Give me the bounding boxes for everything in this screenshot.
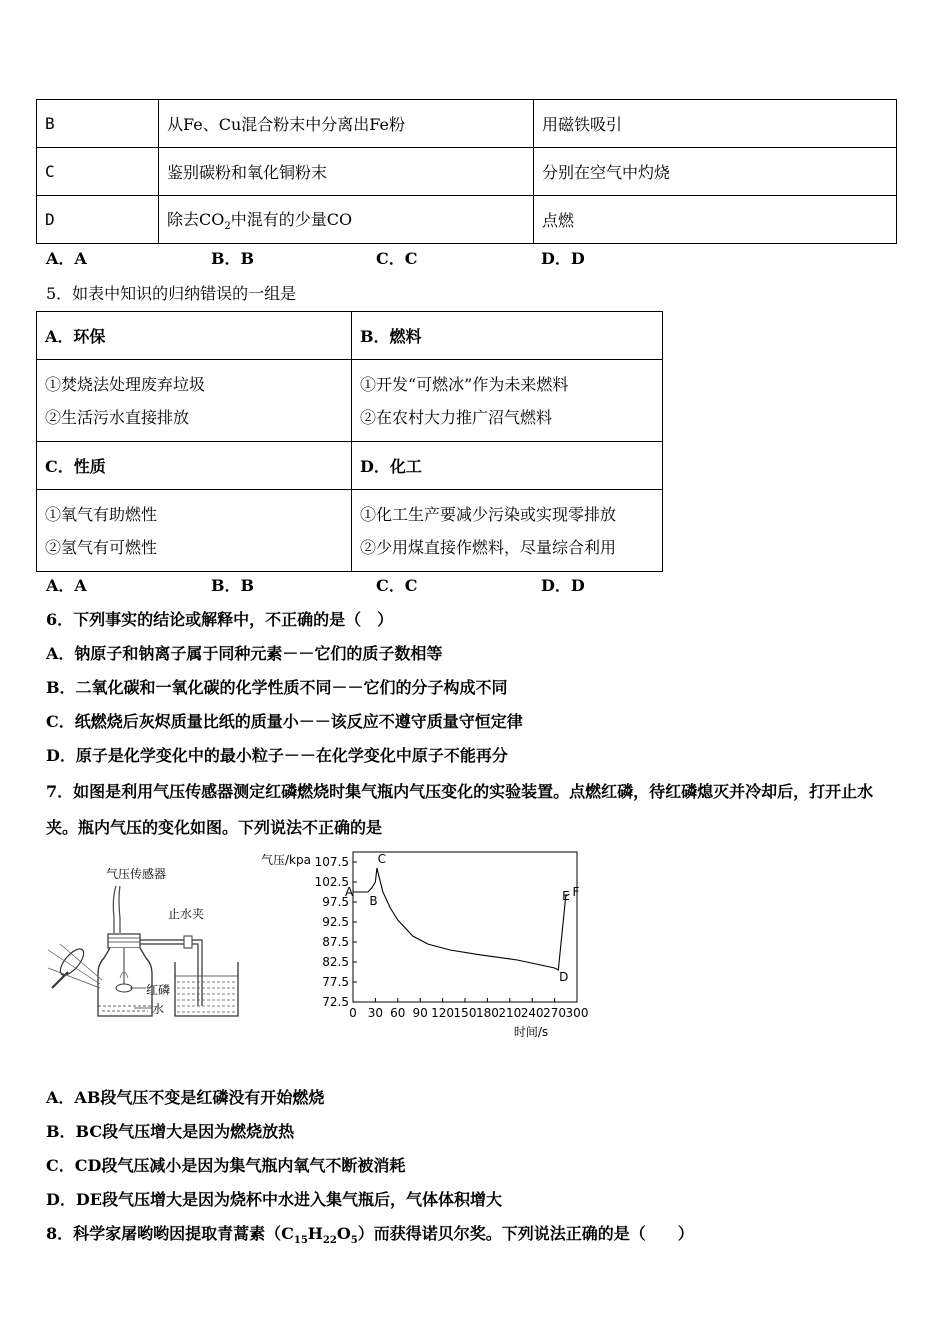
q5-item: ①化工生产要减少污染或实现零排放 [360,504,617,524]
q5-item: ①焚烧法处理废弃垃圾 [45,374,206,394]
water-label: 水 [152,1002,165,1016]
q5-option-b: B．B [211,576,255,595]
series-line-pressure [353,868,570,970]
q5-option-a: A．A [46,576,87,595]
y-tick-label: 102.5 [314,875,349,889]
q4-table [36,99,897,244]
q5-cell-b [352,360,663,442]
q5-item: ②生活污水直接排放 [45,407,190,427]
x-tick-label: 300 [565,1006,589,1020]
q7-option-c: C．CD段气压减小是因为集气瓶内氧气不断被消耗 [46,1156,406,1175]
x-tick-label: 30 [367,1006,384,1020]
phosphorus-label: 红磷 [146,983,171,997]
apparatus-figure [40,858,250,1028]
q4-option-b: B．B [211,249,255,268]
q6-option-b: B．二氧化碳和一氧化碳的化学性质不同－－它们的分子构成不同 [46,678,508,697]
point-label-f: F [572,885,580,899]
x-tick-label: 90 [412,1006,428,1020]
beaker [175,962,238,1016]
x-tick-label: 270 [543,1006,567,1020]
x-tick-label: 150 [453,1006,477,1020]
q6-option-c: C．纸燃烧后灰烬质量比纸的质量小－－该反应不遵守质量守恒定律 [46,712,523,731]
q7-option-b: B．BC段气压增大是因为燃烧放热 [46,1122,295,1141]
q4-row-label: B [37,100,159,148]
q5-head-b: B．燃料 [352,312,663,360]
point-label-d: D [559,969,569,984]
chart-xlabel: 时间/s [513,1025,549,1039]
q4-option-d: D．D [541,249,585,268]
stopper [108,934,140,948]
q4-row-label: D [37,196,159,244]
combustion-spoon [116,984,132,992]
y-tick-label: 82.5 [322,955,349,969]
q5-head-a: A．环保 [37,312,352,360]
clamp-label: 止水夹 [168,907,205,921]
q5-item: ②氢气有可燃性 [45,537,158,557]
q6-stem: 6．下列事实的结论或解释中，不正确的是（ ） [46,610,394,629]
q5-cell-c [37,490,352,572]
q4-row-content: 从Fe、Cu混合粉末中分离出Fe粉 [159,100,534,148]
x-tick-label: 60 [390,1006,406,1020]
chart-plot-area [353,852,577,1002]
q4-option-c: C．C [376,249,418,268]
q5-item: ①开发“可燃冰”作为未来燃料 [360,374,569,394]
point-label-e: E [562,889,570,903]
point-label-a: A [345,885,354,899]
q4-row-method: 点燃 [534,196,897,244]
sensor-tube [113,886,116,933]
q5-option-c: C．C [376,576,418,595]
q5-head-c: C．性质 [37,442,352,490]
q4-row-method: 分别在空气中灼烧 [534,148,897,196]
x-tick-label: 180 [475,1006,499,1020]
q8-stem: 8．科学家屠哟哟因提取青蒿素$(C_{15}H_{22}O_5)$而获得诺贝尔奖。下列说法正确的是（ ） [46,1224,694,1247]
y-tick-label: 72.5 [322,995,349,1009]
q4-row-label: C [37,148,159,196]
x-tick-label: 0 [349,1006,357,1020]
q7-option-a: A．AB段气压不变是红磷没有开始燃烧 [46,1088,325,1107]
q5-head-d: D．化工 [352,442,663,490]
y-tick-label: 77.5 [322,975,349,989]
q5-stem: 5．如表中知识的归纳错误的一组是 [46,284,297,303]
q4-row-method: 用磁铁吸引 [534,100,897,148]
q7-stem-line1: 7．如图是利用气压传感器测定红磷燃烧时集气瓶内气压变化的实验装置。点燃红磷，待红磷熄灭并冷却后，打开止水 [46,782,874,801]
q5-option-d: D．D [541,576,585,595]
clamp-icon [184,936,192,948]
q7-stem-line2: 夹。瓶内气压的变化如图。下列说法不正确的是 [46,818,383,837]
y-tick-label: 97.5 [322,895,349,909]
q5-item: ①氧气有助燃性 [45,504,158,524]
x-tick-label: 210 [498,1006,522,1020]
q4-row-content: 鉴别碳粉和氧化铜粉末 [159,148,534,196]
chart-ylabel: 气压/kpa [261,853,311,867]
y-tick-label: 87.5 [322,935,349,949]
x-tick-label: 120 [431,1006,455,1020]
point-label-c: C [377,852,387,867]
x-tick-label: 240 [520,1006,544,1020]
sensor-label: 气压传感器 [106,867,167,881]
pressure-chart [255,848,600,1043]
q5-table [36,311,663,572]
q4-option-a: A．A [46,249,87,268]
y-tick-label: 92.5 [322,915,349,929]
q5-item: ②在农村大力推广沼气燃料 [360,407,553,427]
q7-option-d: D．DE段气压增大是因为烧杯中水进入集气瓶后，气体体积增大 [46,1190,502,1209]
q6-option-a: A．钠原子和钠离子属于同种元素－－它们的质子数相等 [46,644,443,663]
q5-item: ②少用煤直接作燃料，尽量综合利用 [360,537,617,557]
lens-icon [56,945,87,979]
q5-cell-d [352,490,663,572]
q5-cell-a [37,360,352,442]
q4-row-content: 除去$CO_2$中混有的少量CO [159,196,534,244]
point-label-b: B [369,893,378,908]
y-tick-label: 107.5 [314,855,349,869]
q6-option-d: D．原子是化学变化中的最小粒子－－在化学变化中原子不能再分 [46,746,508,765]
